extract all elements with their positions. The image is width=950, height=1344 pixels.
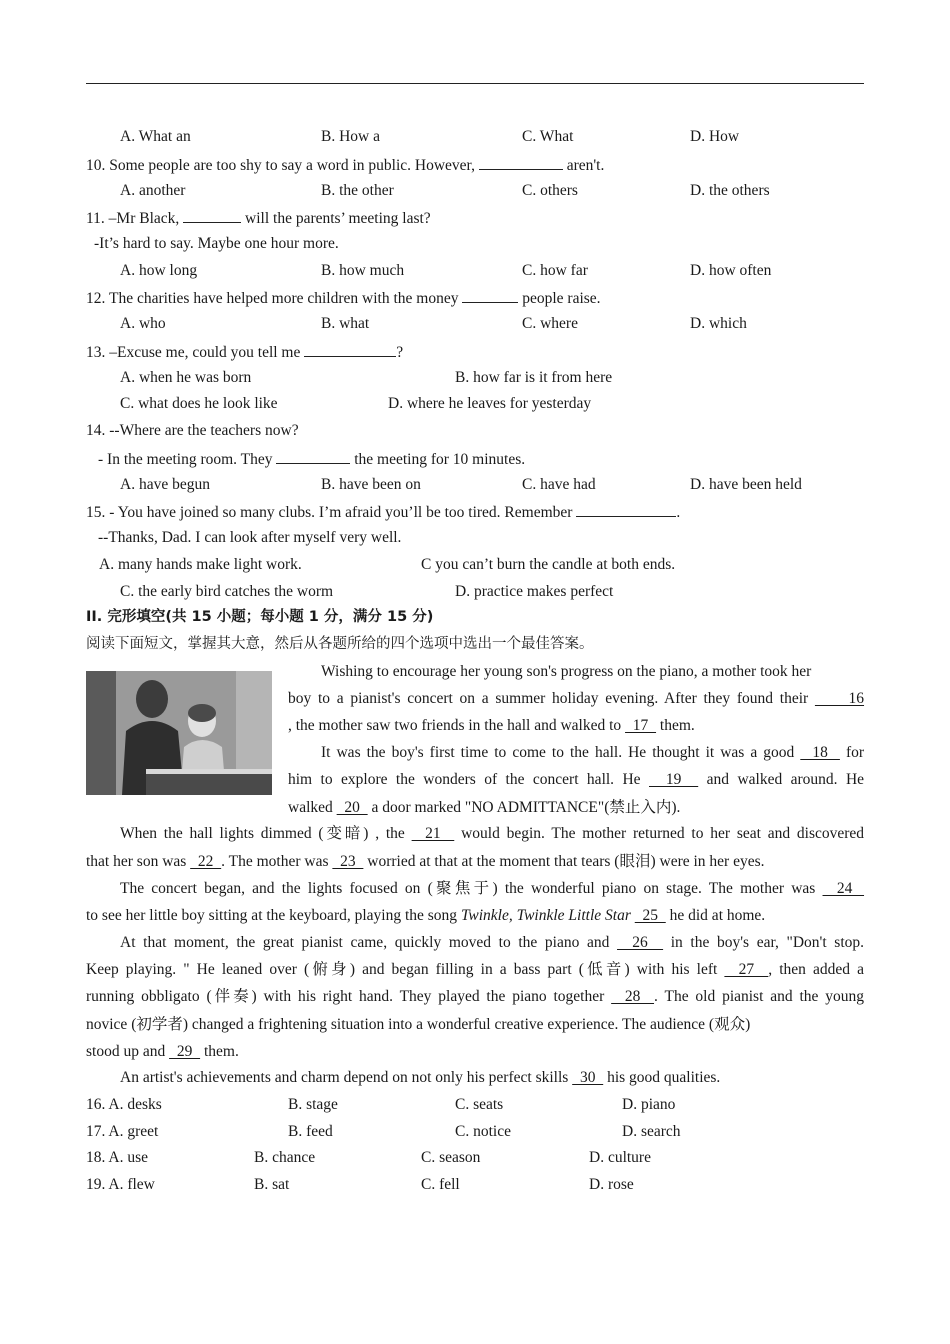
q19-option-d: D. rose <box>589 1176 634 1193</box>
q11-option-b: B. how much <box>321 262 405 279</box>
q15-reply: --Thanks, Dad. I can look after myself very well. <box>98 529 402 546</box>
blank-27: 27 <box>724 961 769 978</box>
q10-option-a: A. another <box>120 182 186 199</box>
blank-19: 19 <box>649 771 699 788</box>
passage-line-7: When the hall lights dimmed (变暗) , the 21 would begin. The mother returned to her seat and discovered <box>120 825 865 842</box>
passage-line-10: to see her little boy sitting at the keyboard, playing the song Twinkle, Twinkle Little Star 25 he did at home. <box>86 907 766 924</box>
blank-28: 28 <box>611 988 655 1005</box>
section-instruction: 阅读下面短文，掌握其大意，然后从各题所给的四个选项中选出一个最佳答案。 <box>86 636 594 652</box>
q19-option-a: 19. A. flew <box>86 1176 155 1193</box>
q12-option-a: A. who <box>120 315 166 332</box>
passage-line-6: walked 20 a door marked "NO ADMITTANCE"(禁止入内). <box>288 799 681 816</box>
blank-20: 20 <box>336 799 368 816</box>
blank-18: 18 <box>800 744 840 761</box>
q13-option-c: C. what does he look like <box>120 395 278 412</box>
passage-line-2: boy to a pianist's concert on a summer holiday evening. After they found their 16 <box>288 690 865 707</box>
q16-option-a: 16. A. desks <box>86 1096 162 1113</box>
q17-option-b: B. feed <box>288 1123 333 1140</box>
song-title: Twinkle, Twinkle Little Star <box>460 907 631 924</box>
q9-option-a: A. What an <box>120 128 191 145</box>
passage-line-16: An artist's achievements and charm depend on not only his perfect skills 30 his good qualities. <box>120 1069 721 1086</box>
q15-option-d: D. practice makes perfect <box>455 583 614 600</box>
q15-option-c: C. the early bird catches the worm <box>120 583 334 600</box>
q13-stem: 13. –Excuse me, could you tell me ? <box>86 341 403 363</box>
q12-stem: 12. The charities have helped more children with the money people raise. <box>86 287 601 309</box>
q14-stem: 14. --Where are the teachers now? <box>86 422 299 439</box>
q15-option-c-alt: C you can’t burn the candle at both ends. <box>421 556 676 573</box>
blank-24: 24 <box>822 880 865 897</box>
q11-option-c: C. how far <box>522 262 588 279</box>
q9-option-b: B. How a <box>321 128 380 145</box>
passage-line-14: novice (初学者) changed a frightening situation into a wonderful creative experience. The audience (观众) <box>86 1016 751 1033</box>
q18-option-d: D. culture <box>589 1149 651 1166</box>
blank-26: 26 <box>617 934 664 951</box>
passage-line-4: It was the boy's first time to come to the hall. He thought it was a good 18 for <box>321 744 865 761</box>
blank-17: 17 <box>625 717 657 734</box>
q16-option-d: D. piano <box>622 1096 676 1113</box>
q14-reply: - In the meeting room. They the meeting for 10 minutes. <box>98 448 525 470</box>
q14-option-a: A. have begun <box>120 476 210 493</box>
passage-line-13: running obbligato (伴奏) with his right hand. They played the piano together 28 . The old pianist and the young <box>86 988 865 1005</box>
blank-23: 23 <box>332 853 364 870</box>
q15-option-a: A. many hands make light work. <box>99 556 302 573</box>
q11-reply: -It’s hard to say. Maybe one hour more. <box>94 235 339 252</box>
header-rule <box>86 83 864 84</box>
q11-option-a: A. how long <box>120 262 198 279</box>
passage-photo <box>86 671 272 795</box>
blank-29: 29 <box>169 1043 201 1060</box>
passage-line-12: Keep playing. " He leaned over (俯身) and began filling in a bass part (低音) with his left 27 , then added a <box>86 961 864 978</box>
q18-option-c: C. season <box>421 1149 481 1166</box>
q12-option-b: B. what <box>321 315 370 332</box>
q16-option-b: B. stage <box>288 1096 338 1113</box>
passage-line-15: stood up and 29 them. <box>86 1043 239 1060</box>
q14-option-b: B. have been on <box>321 476 421 493</box>
q12-option-d: D. which <box>690 315 747 332</box>
section-title: II. 完形填空(共 15 小题；每小题 1 分，满分 15 分) <box>86 609 434 625</box>
blank-30: 30 <box>572 1069 604 1086</box>
passage-line-9: The concert began, and the lights focused on (聚焦于) the wonderful piano on stage. The mother was 24 <box>120 880 865 897</box>
q14-option-d: D. have been held <box>690 476 802 493</box>
q10-option-d: D. the others <box>690 182 770 199</box>
q15-stem: 15. - You have joined so many clubs. I’m afraid you’ll be too tired. Remember . <box>86 501 680 523</box>
blank-21: 21 <box>411 825 455 842</box>
passage-line-11: At that moment, the great pianist came, quickly moved to the piano and 26 in the boy's ear, "Don't stop. <box>120 934 865 951</box>
q10-stem: 10. Some people are too shy to say a word in public. However, aren't. <box>86 154 604 176</box>
q10-option-c: C. others <box>522 182 578 199</box>
passage-line-5: him to explore the wonders of the concert hall. He 19 and walked around. He <box>288 771 865 788</box>
passage-line-3: , the mother saw two friends in the hall and walked to 17 them. <box>288 717 695 734</box>
q9-option-c: C. What <box>522 128 574 145</box>
blank-22: 22 <box>190 853 222 870</box>
q11-option-d: D. how often <box>690 262 772 279</box>
q13-option-a: A. when he was born <box>120 369 252 386</box>
piano-lesson-image <box>86 671 272 795</box>
passage-line-8: that her son was 22 . The mother was 23 worried at that at the moment that tears (眼泪) were in her eyes. <box>86 853 765 870</box>
q11-stem: 11. –Mr Black, will the parents’ meeting last? <box>86 207 431 229</box>
q13-option-b: B. how far is it from here <box>455 369 613 386</box>
q18-option-a: 18. A. use <box>86 1149 148 1166</box>
blank-25: 25 <box>634 907 666 924</box>
passage-line-1: Wishing to encourage her young son's progress on the piano, a mother took her <box>321 663 812 680</box>
q9-option-d: D. How <box>690 128 740 145</box>
q18-option-b: B. chance <box>254 1149 316 1166</box>
q13-option-d: D. where he leaves for yesterday <box>388 395 592 412</box>
q14-option-c: C. have had <box>522 476 596 493</box>
q16-option-c: C. seats <box>455 1096 504 1113</box>
q19-option-b: B. sat <box>254 1176 290 1193</box>
blank-16: 16 <box>814 690 865 707</box>
q12-option-c: C. where <box>522 315 578 332</box>
q17-option-d: D. search <box>622 1123 681 1140</box>
q17-option-c: C. notice <box>455 1123 511 1140</box>
q19-option-c: C. fell <box>421 1176 460 1193</box>
q17-option-a: 17. A. greet <box>86 1123 159 1140</box>
q10-option-b: B. the other <box>321 182 394 199</box>
